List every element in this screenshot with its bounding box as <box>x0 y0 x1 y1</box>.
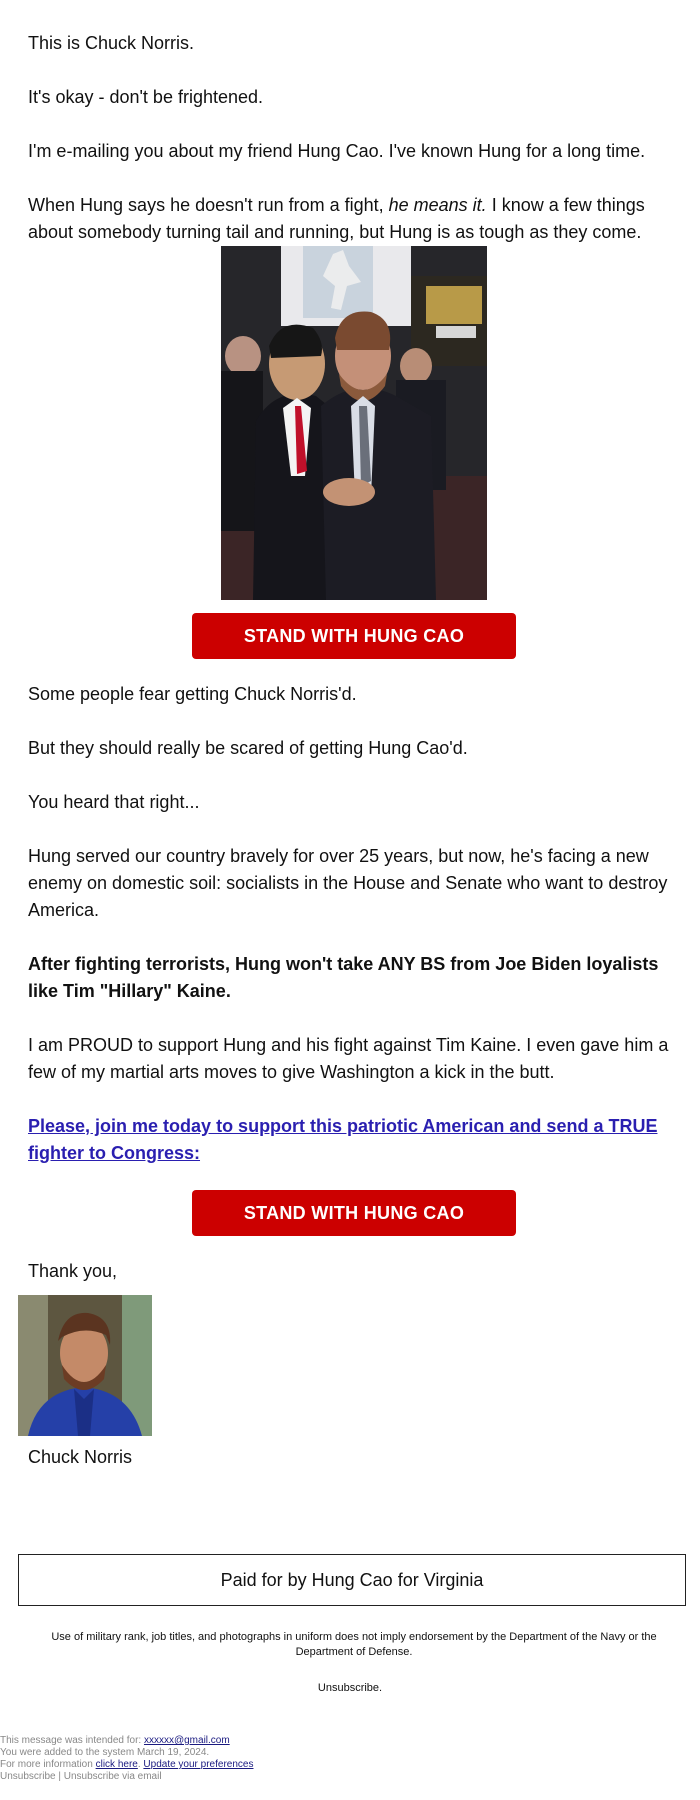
main-photo-wrapper <box>28 246 680 600</box>
hung-cao-chuck-norris-photo[interactable] <box>221 246 487 600</box>
dod-disclaimer: Use of military rank, job titles, and photographs in uniform does not imply endorsement by the Department of the Navy or the Department of Defense. <box>51 1631 657 1658</box>
stand-with-hung-cao-button-2[interactable]: STAND WITH HUNG CAO <box>192 1190 516 1236</box>
friend-text: I'm e-mailing you about my friend Hung Cao. I've known Hung for a long time. <box>28 141 646 161</box>
click-here-link[interactable]: click here <box>95 1759 138 1770</box>
paid-for-text: Paid for by Hung Cao for Virginia <box>220 1569 484 1590</box>
more-info-label: For more information <box>0 1759 96 1770</box>
fight-text-end: I know a few things about somebody turning tail and running, but Hung is as tough as they come. <box>28 195 645 242</box>
fear-text: Some people fear getting Chuck Norris'd. <box>28 684 357 704</box>
join-paragraph <box>28 1113 680 1167</box>
photo-illustration <box>221 246 487 600</box>
more-info-line <box>0 1759 253 1771</box>
thanks-text: Thank you, <box>28 1261 118 1281</box>
intended-line <box>0 1735 253 1747</box>
intended-email-link[interactable]: xxxxxx@gmail.com <box>143 1735 230 1746</box>
portrait-illustration <box>18 1295 152 1436</box>
proud-text: I am PROUD to support Hung and his fight against Tim Kaine. I even gave him a few of my martial arts moves to give Washington a kick in the butt. <box>28 1035 669 1082</box>
scared-text: But they should really be scared of getting Hung Cao'd. <box>28 738 468 758</box>
fight-text-start: When Hung says he doesn't run from a fight, <box>28 195 389 215</box>
added-line: You were added to the system March 19, 2024. <box>0 1747 210 1758</box>
fight-text-emphasis: he means it. <box>388 195 487 215</box>
tracking-footer <box>0 1735 253 1783</box>
bold-statement: After fighting terrorists, Hung won't take ANY BS from Joe Biden loyalists like Tim "Hillary" Kaine. <box>28 954 659 1001</box>
cta-wrapper-bottom <box>28 1190 680 1236</box>
chuck-norris-portrait <box>18 1295 152 1436</box>
separator-dot: . <box>137 1759 144 1770</box>
signature-text: Chuck Norris <box>28 1447 133 1467</box>
update-preferences-link[interactable]: Update your preferences <box>143 1759 254 1770</box>
unsubscribe-center <box>0 1682 700 1694</box>
unsubscribe-link[interactable]: Unsubscribe. <box>317 1682 383 1694</box>
served-text: Hung served our country bravely for over 25 years, but now, he's facing a new enemy on domestic soil: socialists in the House and Senate who want to destroy America. <box>28 846 668 920</box>
heard-text: You heard that right... <box>28 792 200 812</box>
paid-for-box <box>18 1554 686 1606</box>
stand-with-hung-cao-button[interactable]: STAND WITH HUNG CAO <box>192 613 516 659</box>
intended-label: This message was intended for: <box>0 1735 144 1746</box>
fight-text <box>28 192 680 246</box>
intro-text: This is Chuck Norris. <box>28 33 195 53</box>
okay-text: It's okay - don't be frightened. <box>28 87 264 107</box>
email-body <box>28 30 680 1498</box>
cta-wrapper-top <box>28 613 680 659</box>
unsubscribe-line[interactable]: Unsubscribe | Unsubscribe via email <box>0 1771 162 1782</box>
join-link[interactable]: Please, join me today to support this patriotic American and send a TRUE fighter to Congress: <box>28 1116 658 1163</box>
